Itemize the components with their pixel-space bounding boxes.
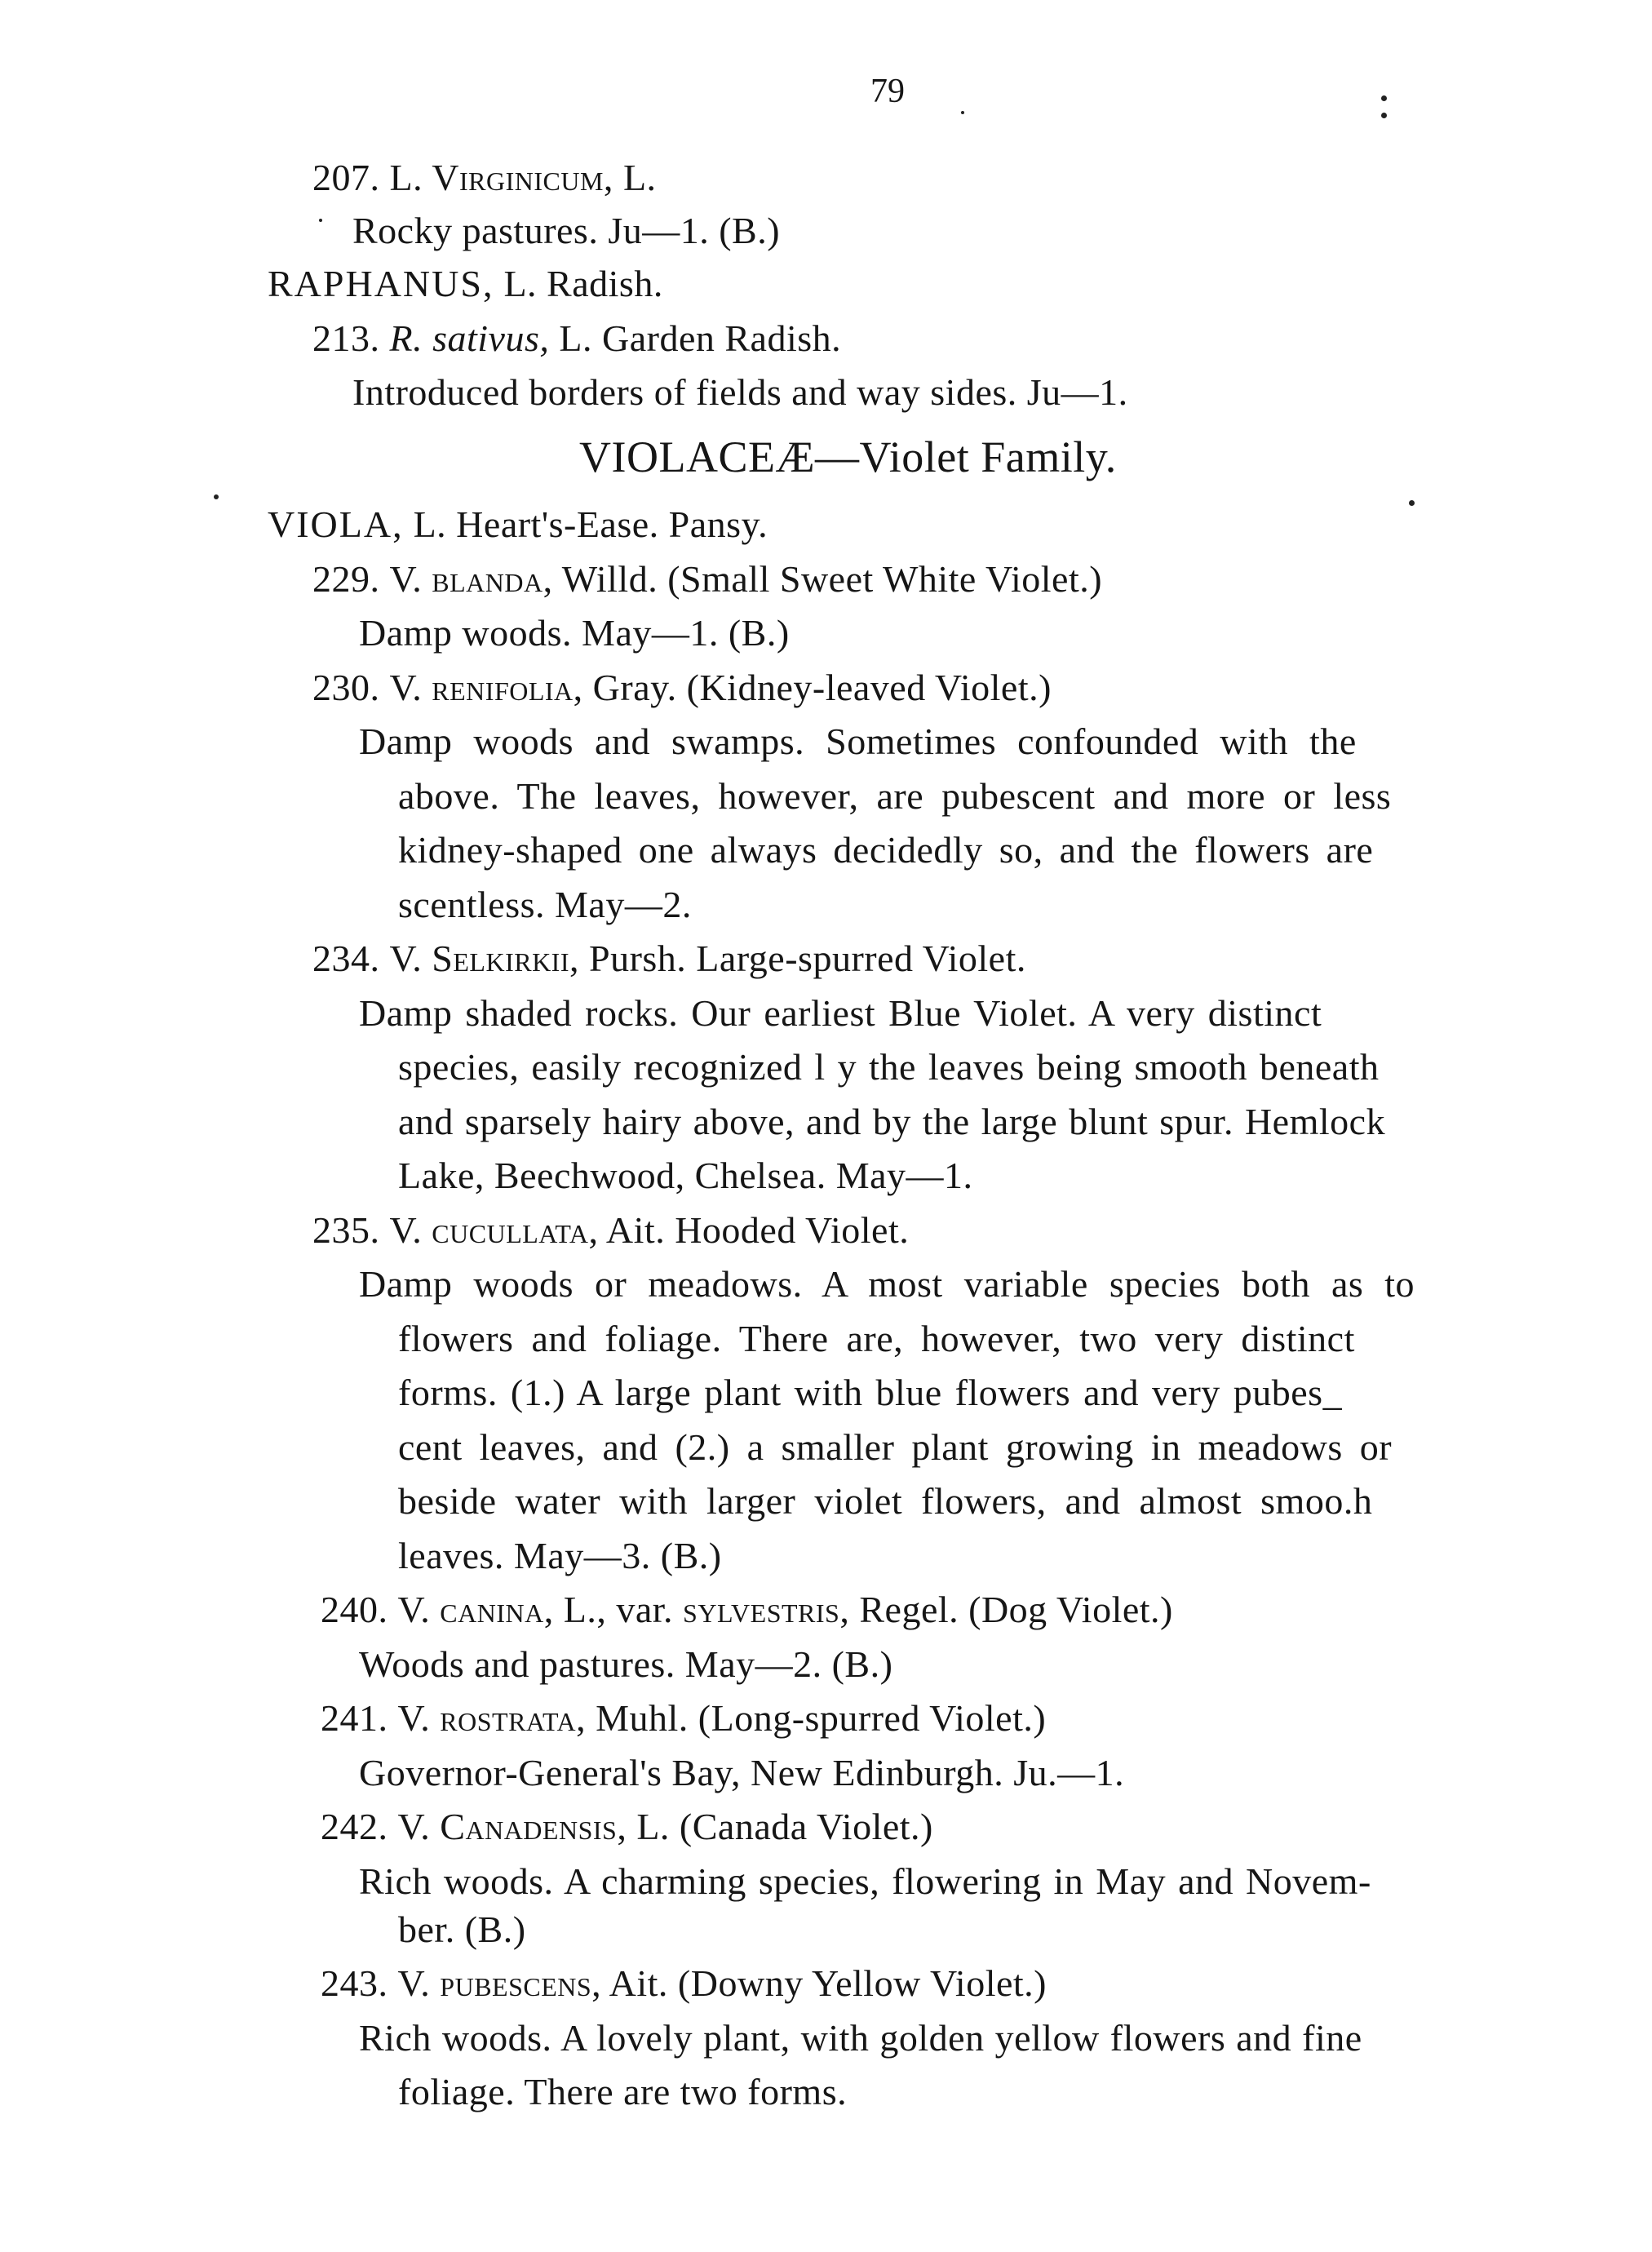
- entry-234-desc-line: and sparsely hairy above, and by the large blunt spur. Hemlock: [398, 1101, 1386, 1142]
- entry-234-desc-line: Damp shaded rocks. Our earliest Blue Violet. A very distinct: [359, 992, 1322, 1034]
- entry-242-desc-line: ber. (B.): [398, 1908, 526, 1950]
- authority-common-name: Ait. Hooded Violet.: [605, 1209, 910, 1251]
- genus-name: VIOLA,: [268, 503, 404, 545]
- entry-234-desc-line: Lake, Beechwood, Chelsea. May—1.: [398, 1155, 973, 1196]
- ink-speck: [961, 111, 964, 114]
- entry-number: 230.: [312, 667, 380, 708]
- entry-number: 234.: [312, 938, 380, 979]
- entry-243-heading: [321, 1962, 1047, 2004]
- genus-authority: L. Heart's-Ease. Pansy.: [413, 503, 768, 545]
- genus-authority: L. Radish.: [503, 263, 663, 304]
- entry-number: 241.: [321, 1697, 388, 1739]
- entry-number: 243.: [321, 1962, 388, 2004]
- entry-230-desc-line: scentless. May—2.: [398, 884, 692, 925]
- species-name: V. canina,: [397, 1589, 554, 1630]
- ink-speck: [319, 219, 322, 222]
- entry-230-desc-line: above. The leaves, however, are pubescent and more or less: [398, 775, 1392, 817]
- entry-number: 242.: [321, 1806, 388, 1847]
- entry-229-habitat: Damp woods. May—1. (B.): [359, 612, 790, 654]
- entry-240-heading: [321, 1591, 1173, 1629]
- authority-common-name: Pursh. Large-spurred Violet.: [589, 938, 1026, 979]
- entry-213-habitat: Introduced borders of fields and way sides. Ju—1.: [352, 371, 1128, 413]
- variety-label: L., var.: [563, 1589, 674, 1630]
- species-name: V. blanda,: [389, 558, 553, 600]
- genus-raphanus: [268, 265, 663, 303]
- entry-207-habitat: Rocky pastures. Ju—1. (B.): [352, 210, 781, 251]
- entry-235-desc-line: Damp woods or meadows. A most variable species both as to: [359, 1263, 1415, 1305]
- genus-name: RAPHANUS,: [268, 263, 494, 304]
- entry-213-heading: [312, 317, 842, 359]
- authority-common-name: Regel. (Dog Violet.): [859, 1589, 1173, 1630]
- entry-number: 213.: [312, 317, 380, 359]
- common-name: L. Garden Radish.: [559, 317, 842, 359]
- entry-242-heading: [321, 1808, 933, 1846]
- entry-240-habitat: Woods and pastures. May—2. (B.): [359, 1643, 893, 1685]
- ink-speck: [1381, 95, 1387, 101]
- entry-235-desc-line: beside water with larger violet flowers, and almost smoo.h: [398, 1480, 1373, 1522]
- authority-common-name: Willd. (Small Sweet White Violet.): [561, 558, 1103, 600]
- entry-241-habitat: Governor-General's Bay, New Edinburgh. Ju.—1.: [359, 1752, 1125, 1793]
- entry-242-desc-line: Rich woods. A charming species, flowering in May and Novem-: [359, 1860, 1371, 1902]
- variety-name: sylvestris,: [683, 1589, 850, 1630]
- entry-229-heading: [312, 558, 1103, 600]
- entry-207-heading: [312, 159, 657, 197]
- species-name: V. renifolia,: [389, 667, 583, 708]
- authority-common-name: Muhl. (Long-spurred Violet.): [596, 1697, 1047, 1739]
- family-heading: VIOLACEÆ—Violet Family.: [579, 432, 1117, 481]
- ink-speck: [214, 494, 219, 499]
- entry-243-desc-line: Rich woods. A lovely plant, with golden yellow flowers and fine: [359, 2017, 1362, 2059]
- entry-243-desc-line: foliage. There are two forms.: [398, 2071, 848, 2112]
- entry-230-desc-line: kidney-shaped one always decidedly so, and the flowers are: [398, 829, 1374, 871]
- entry-number: 207.: [312, 157, 380, 198]
- entry-number: 235.: [312, 1209, 380, 1251]
- species-name: L. Virginicum,: [389, 157, 613, 198]
- entry-234-desc-line: species, easily recognized l y the leaves being smooth beneath: [398, 1046, 1380, 1088]
- authority-common-name: Gray. (Kidney-leaved Violet.): [592, 667, 1052, 708]
- entry-235-desc-line: flowers and foliage. There are, however, two very distinct: [398, 1318, 1355, 1359]
- entry-235-heading: [312, 1209, 910, 1251]
- ink-speck: [1409, 500, 1415, 506]
- species-name: R. sativus,: [389, 317, 550, 359]
- entry-number: 229.: [312, 558, 380, 600]
- entry-235-desc-line: cent leaves, and (2.) a smaller plant growing in meadows or: [398, 1426, 1393, 1468]
- entry-230-desc-line: Damp woods and swamps. Sometimes confounded with the: [359, 720, 1357, 762]
- page-number: 79: [870, 73, 905, 110]
- species-name: V. Canadensis,: [397, 1806, 627, 1847]
- ink-speck: [1381, 113, 1387, 118]
- entry-230-heading: [312, 669, 1052, 707]
- authority-common-name: Ait. (Downy Yellow Violet.): [609, 1962, 1047, 2004]
- entry-234-heading: [312, 940, 1026, 977]
- entry-235-desc-line: forms. (1.) A large plant with blue flowers and very pubes_: [398, 1372, 1343, 1413]
- genus-viola: [268, 503, 768, 545]
- entry-235-desc-line: leaves. May—3. (B.): [398, 1535, 722, 1576]
- species-name: V. Selkirkii,: [389, 938, 579, 979]
- authority-common-name: L. (Canada Violet.): [636, 1806, 933, 1847]
- species-name: V. cucullata,: [389, 1209, 599, 1251]
- entry-241-heading: [321, 1697, 1047, 1739]
- authority: L.: [622, 157, 657, 198]
- entry-number: 240.: [321, 1589, 388, 1630]
- species-name: V. rostrata,: [397, 1697, 587, 1739]
- species-name: V. pubescens,: [397, 1962, 602, 2004]
